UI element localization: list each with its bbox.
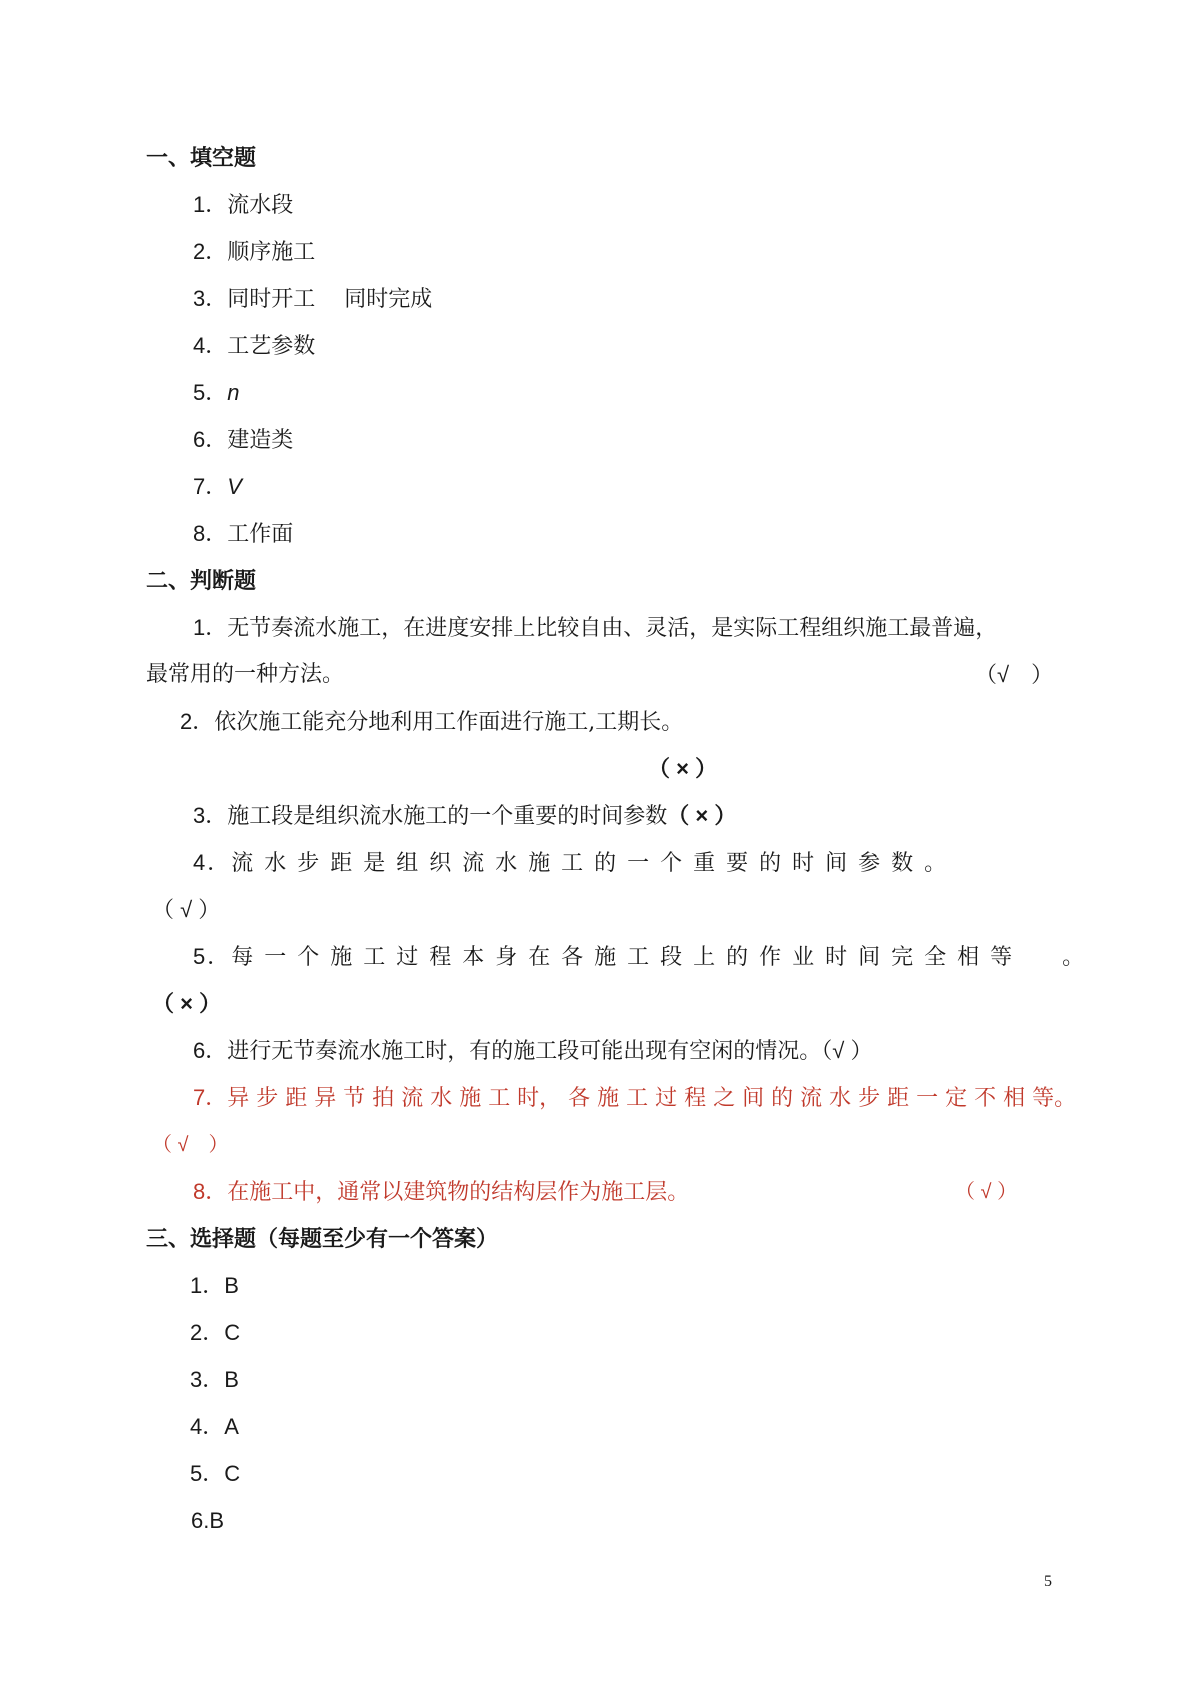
list-item: 6．建造类 — [193, 427, 294, 453]
answer-mark: （ √ ） — [152, 1134, 229, 1156]
answer-mark: （√ ） — [821, 1038, 873, 1063]
list-item-highlighted: 7．异 步 距 异 节 拍 流 水 施 工 时， 各 施 工 过 程 之 间 的 流 水 步 距 一 定 不 相 等。 — [193, 1085, 1077, 1111]
list-item: 2．C — [190, 1320, 241, 1345]
answer-mark: （ × ） — [648, 756, 718, 781]
list-item: 6．进行无节奏流水施工时，有的施工段可能出现有空闲的情况。（√ ） — [193, 1038, 873, 1064]
list-item: 3．B — [190, 1367, 239, 1392]
answer-mark: （ × ） — [667, 803, 737, 828]
section-title-true-false: 二、判断题 — [146, 568, 257, 594]
answer-mark: （ √ ） — [152, 897, 221, 922]
list-item: 1．流水段 — [193, 192, 294, 218]
page-number: 5 — [1044, 1573, 1052, 1590]
list-item: 6.B — [191, 1508, 225, 1533]
list-item: 3．施工段是组织流水施工的一个重要的时间参数（ × ） — [193, 803, 737, 829]
list-item: 2．顺序施工 — [193, 239, 316, 265]
list-item: 5．C — [190, 1461, 241, 1486]
list-item: 8．工作面 — [193, 521, 294, 547]
answer-mark: （ √ ） — [955, 1181, 1018, 1203]
answer-mark: （√ ） — [975, 662, 1054, 687]
list-item: 5．每 一 个 施 工 过 程 本 身 在 各 施 工 段 上 的 作 业 时 间 完 全 相 等 。 — [193, 944, 1087, 970]
list-item: 7．V — [193, 474, 242, 499]
list-item: 4．流 水 步 距 是 组 织 流 水 施 工 的 一 个 重 要 的 时 间 参 数 。 — [193, 850, 949, 876]
answer-mark: （ × ） — [152, 991, 222, 1016]
list-item-continuation: 最常用的一种方法。 — [146, 662, 345, 687]
section-title-multiple-choice: 三、选择题（每题至少有一个答案） — [146, 1226, 499, 1252]
list-item: 5．n — [193, 380, 240, 405]
list-item: 1．B — [190, 1273, 239, 1298]
list-item: 2．依次施工能充分地利用工作面进行施工,工期长。 — [180, 709, 684, 735]
list-item: 4．A — [190, 1414, 239, 1439]
list-item: 3．同时开工 同时完成 — [193, 286, 433, 312]
list-item: 1．无节奏流水施工，在进度安排上比较自由、灵活，是实际工程组织施工最普遍， — [193, 615, 998, 641]
section-title-fill-in: 一、填空题 — [146, 145, 257, 171]
list-item: 4．工艺参数 — [193, 333, 316, 359]
list-item-highlighted: 8．在施工中，通常以建筑物的结构层作为施工层。 — [193, 1179, 690, 1205]
